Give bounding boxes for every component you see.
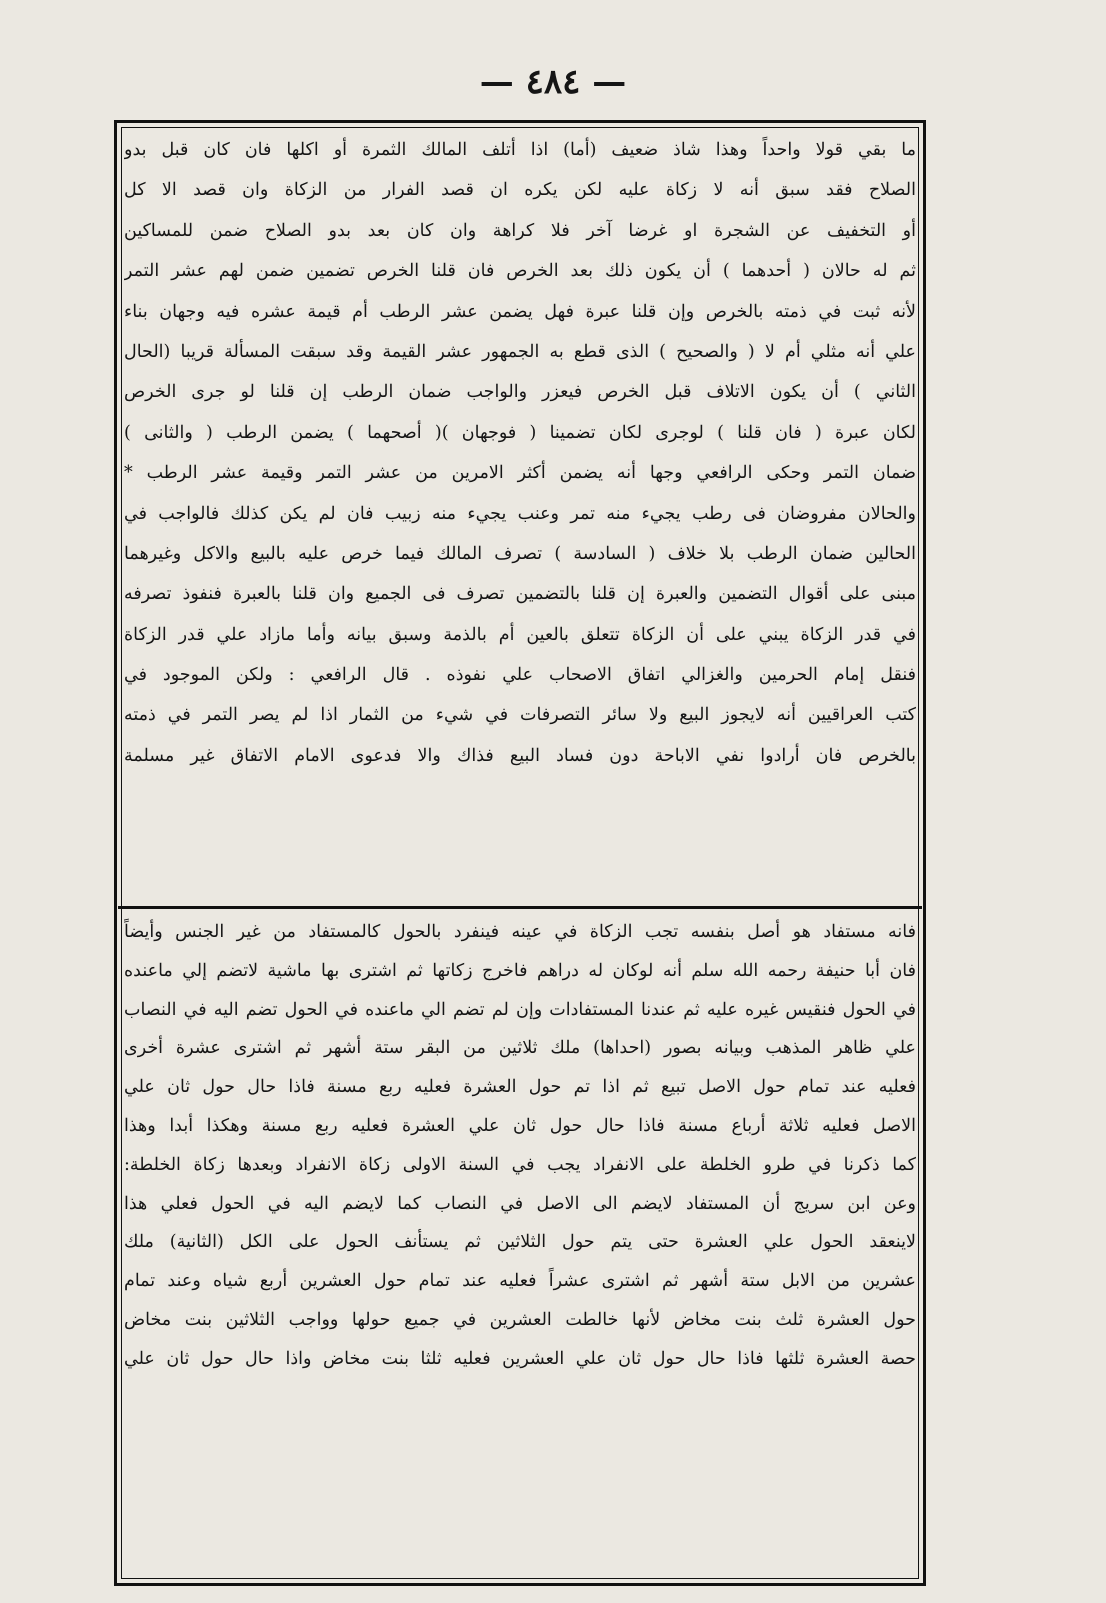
main-line: أو التخفيف عن الشجرة او غرضا آخر فلا كراهة وان كان بعد بدو الصلاح ضمن للمساكين — [124, 220, 916, 241]
footnote-line: فعليه عند تمام حول الاصل تبيع ثم اذا تم حول العشرة فعليه ربع مسنة فاذا حال حول ثان علي — [124, 1077, 916, 1098]
main-line: بالخرص فان أرادوا نفي الاباحة دون فساد البيع فذاك والا فدعوى الامام الاتفاق غير مسلمة — [124, 745, 916, 766]
footnote-line: حول العشرة ثلث بنت مخاض لأنها خالطت العشرين في جميع حولها وواجب الثلاثين بنت مخاض — [124, 1309, 916, 1330]
footnote-text — [124, 913, 916, 1379]
main-line: علي أنه مثلي أم لا ( والصحيح ) الذى قطع به الجمهور عشر القيمة وقد سبقت المسألة قريبا (الحال — [124, 341, 916, 362]
footnote-line: كما ذكرنا في طرو الخلطة على الانفراد يجب في السنة الاولى زكاة الانفراد وبعدها زكاة الخلطة: — [124, 1154, 916, 1175]
page-number: — ٤٨٤ — — [479, 62, 627, 102]
main-line: لكان عبرة ( فان قلنا ) لوجرى لكان تضمينا ( فوجهان )( أصحهما ) يضمن الرطب ( والثانى ) — [124, 422, 916, 443]
main-line: ما بقي قولا واحداً وهذا شاذ ضعيف (أما) اذا أتلف المالك الثمرة أو اكلها فان كان قبل بدو — [124, 140, 916, 160]
footnote-line: لاينعقد الحول علي العشرة حتى يتم حول الثلاثين ثم يستأنف الحول على الكل (الثانية) ملك — [124, 1232, 916, 1253]
main-line: في قدر الزكاة يبني على أن الزكاة تتعلق بالعين أم بالذمة وسبق بيانه وأما مازاد علي قدر الزكاة — [124, 624, 916, 645]
main-line: فنقل إمام الحرمين والغزالي اتفاق الاصحاب علي نفوذه . قال الرافعي : ولكن الموجود في — [124, 665, 916, 686]
footnote-line: وعن ابن سريج أن المستفاد لايضم الى الاصل في النصاب كما لايضم اليه في الحول فعلي هذا — [124, 1193, 916, 1214]
main-line: لأنه ثبت في ذمته بالخرص وإن قلنا عبرة فهل يضمن عشر الرطب أم قيمة عشره فيه وجهان بناء — [124, 301, 916, 322]
main-text — [124, 130, 916, 776]
footnote-separator — [118, 906, 922, 909]
main-line: والحالان مفروضان فى رطب يجيء منه تمر وعنب يجيء منه زبيب فان لم يكن كذلك فالواجب في — [124, 503, 916, 524]
footnote-line: حصة العشرة ثلثها فاذا حال حول ثان علي العشرين فعليه ثلثا بنت مخاض واذا حال حول ثان علي — [124, 1348, 916, 1369]
main-line: الصلاح فقد سبق أنه لا زكاة عليه لكن يكره ان قصد الفرار من الزكاة وان قصد الا كل — [124, 180, 916, 201]
footnote-line: علي ظاهر المذهب وبيانه بصور (احداها) ملك ثلاثين من البقر ستة أشهر ثم اشترى عشرة أخرى — [124, 1038, 916, 1059]
footnote-line: عشرين من الابل ستة أشهر ثم اشترى عشراً فعليه عند تمام حول العشرين أربع شياه وعند تمام — [124, 1271, 916, 1292]
footnote-line: في الحول فنقيس غيره عليه ثم عندنا المستفادات وإن لم تضم الي ماعنده في الحول تضم اليه في النصاب — [124, 999, 916, 1020]
main-line: ضمان التمر وحكى الرافعي وجها أنه يضمن أكثر الامرين من عشر التمر وقيمة عشر الرطب * — [124, 463, 916, 484]
main-line: كتب العراقيين أنه لايجوز البيع ولا سائر التصرفات في شيء من الثمار اذا لم يصر التمر في ذمته — [124, 705, 916, 726]
main-line: ثم له حالان ( أحدهما ) أن يكون ذلك بعد الخرص فان قلنا الخرص تضمين ضمن لهم عشر التمر — [124, 261, 916, 282]
footnote-line: فانه مستفاد هو أصل بنفسه تجب الزكاة في عينه فينفرد بالحول كالمستفاد من غير الجنس وأيضاً — [124, 922, 916, 942]
main-line: مبنى على أقوال التضمين والعبرة إن قلنا بالتضمين تصرف فى الجميع وان قلنا بالعبرة فنفوذ تصرفه — [124, 584, 916, 605]
footnote-line: الاصل فعليه ثلاثة أرباع مسنة فاذا حال حول ثان علي العشرة فعليه ربع مسنة وهكذا أبدا وهذا — [124, 1115, 916, 1136]
footnote-line: فان أبا حنيفة رحمه الله سلم أنه لوكان له دراهم فاخرج زكاتها ثم اشترى بها ماشية لاتضم إلي ماعنده — [124, 960, 916, 981]
main-line: الثاني ) أن يكون الاتلاف قبل الخرص فيعزر والواجب ضمان الرطب إن قلنا لو جرى الخرص — [124, 382, 916, 403]
main-line: الحالين ضمان الرطب بلا خلاف ( السادسة ) تصرف المالك فيما خرص عليه بالبيع والاكل وغيرهما — [124, 543, 916, 564]
